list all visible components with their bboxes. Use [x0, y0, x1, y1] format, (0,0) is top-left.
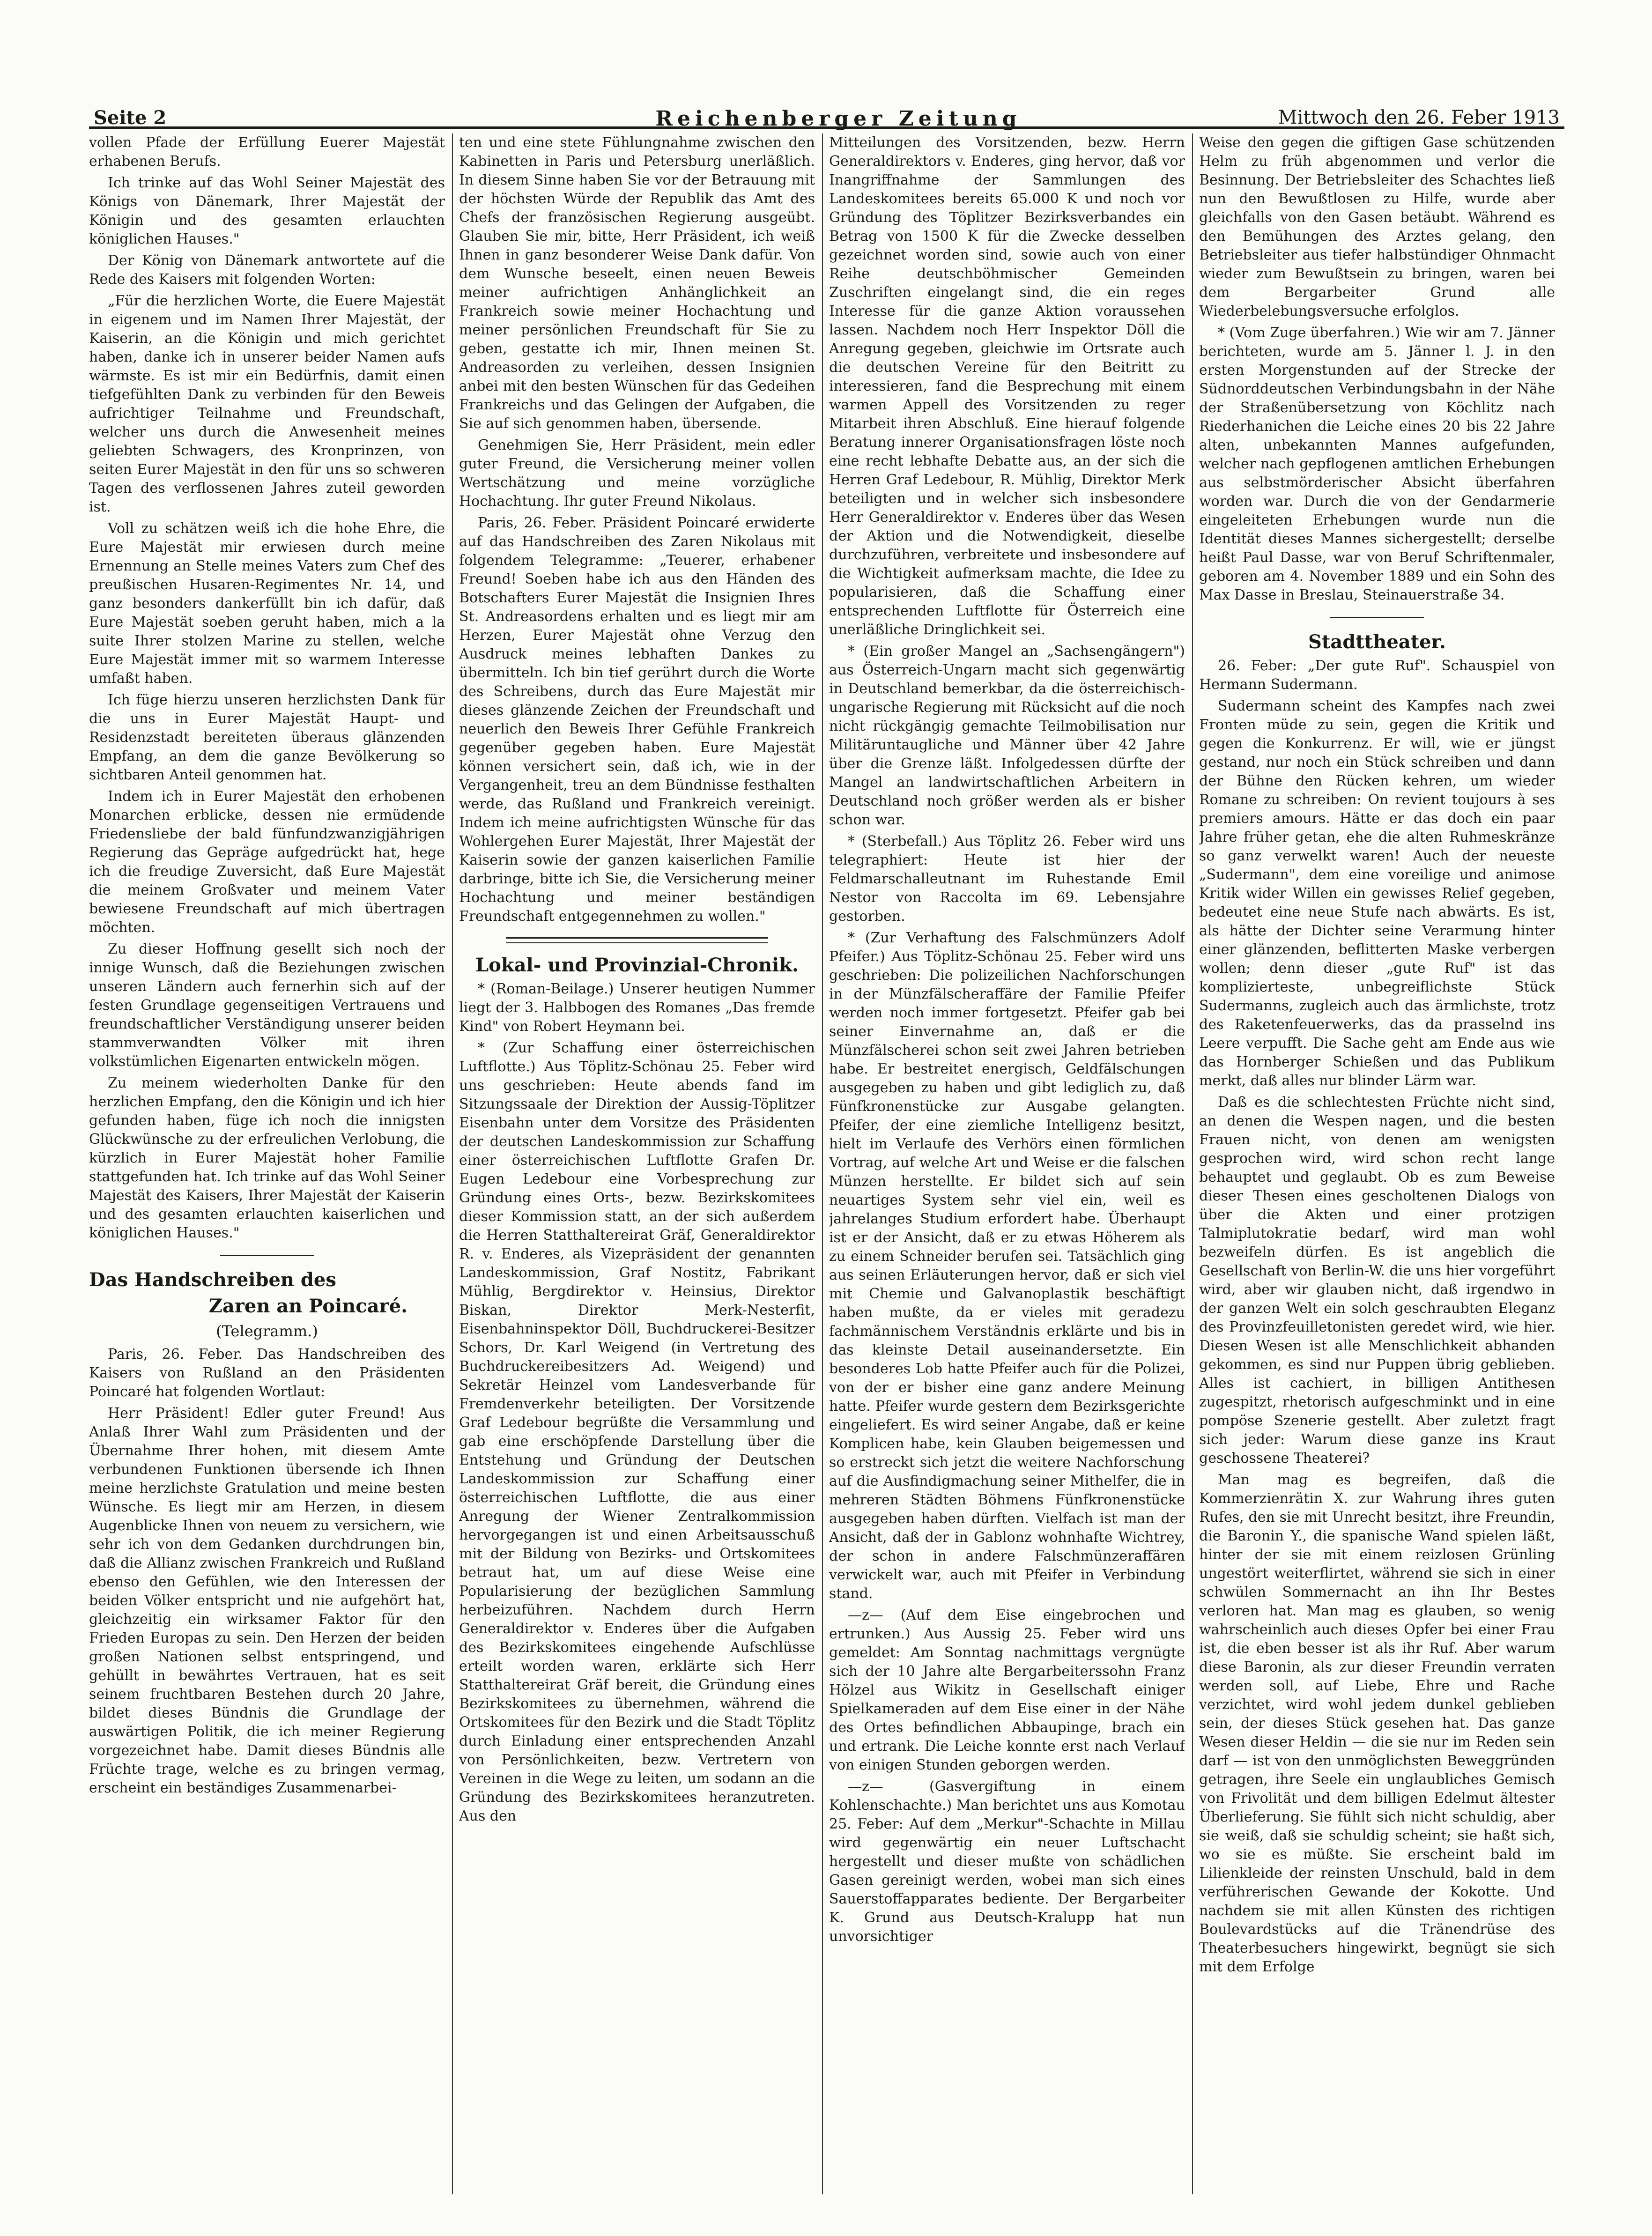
- column-4: [1199, 133, 1555, 2194]
- masthead: Reichenberger Zeitung: [655, 107, 1022, 131]
- paragraph: Man mag es begreifen, daß die Kommerzienrätin X. zur Wahrung ihres guten Rufes, den sie mit Unrecht besitzt, ihre Freundin, die Baronin Y., die spanische Wand spielen läßt, hinter der sie mit einem reizlosen Grünling ungestört weiterflirtet, während sie sich in einer schwülen Sommernacht an ihn Ihr Bestes verloren hat. Man mag es glauben, so wenig wahrscheinlich auch dieses Opfer bei einer Frau ist, die eben besser ist als ihr Ruf. Aber warum diese Baronin, als zur dieser Freundin verraten werden soll, auf Liebe, Ehre und Rache verzichtet, wird wohl jedem dunkel geblieben sein, der dieses Stück gesehen hat. Das ganze Wesen dieser Heldin — die sie nur im Reden sein darf — ist von den unmöglichsten Beweggründen getragen, ihre Seele ein unglaubliches Gemisch von Frivolität und dem billigen Edelmut ältester Überlieferung. Sie fühlt sich nicht schuldig, aber sie weiß, daß sie schuldig scheint; sie haßt sich, wo sie es müßte. Sie erscheint bald im Lilienkleide der reinsten Unschuld, bald in dem verführerischen Gewande der Kokotte. Und nachdem sie mit allen Künsten des richtigen Boulevardstücks auf die Tränendrüse des Theaterbesuchers hingewirkt, begnügt sie sich mit dem Erfolge: [1199, 1472, 1555, 1975]
- paragraph: * (Zur Schaffung einer österreichischen Luftflotte.) Aus Töplitz-Schönau 25. Feber wird uns geschrieben: Heute abends fand im Sitzungssaale der Direktion der Aussig-Töplitzer Eisenbahn unter dem Vorsitze des Präsidenten der deutschen Landeskommission zur Schaffung einer österreichischen Luftflotte Grafen Dr. Eugen Ledebour eine Vorbesprechung zur Gründung eines Orts-, bezw. Bezirkskomitees dieser Kommission statt, an der sich außerdem die Herren Statthaltereirat Gräf, Generaldirektor R. v. Enderes, als Vizepräsident der genannten Landeskommission, Graf Nostitz, Fabrikant Mühlig, Bergdirektor v. Heinsius, Direktor Biskan, Direktor Merk-Nesterfit, Eisenbahninspektor Döll, Buchdruckerei-Besitzer Schors, Dr. Karl Weigend (in Vertretung des Buchdruckereibesitzers Ad. Weigend) und Sekretär Heinzel vom Landesverbande für Fremdenverkehr beteiligten. Der Vorsitzende Graf Ledebour begrüßte die Versammlung und gab eine erschöpfende Darstellung über die Entstehung und Gründung der Deutschen Landeskommission zur Schaffung einer österreichischen Luftflotte, die aus einer Anregung der Wiener Zentralkommission hervorgegangen ist und einen Arbeitsausschuß mit der Bildung von Bezirks- und Ortskomitees betraut hat, um auf diese Weise eine Popularisierung der bezüglichen Sammlung herbeizuführen. Nachdem durch Herrn Generaldirektor v. Enderes über die Aufgaben des Bezirkskomitees eingehende Aufschlüsse erteilt worden waren, erklärte sich Herr Statthaltereirat Gräf bereit, die Gründung eines Bezirkskomitees zu übernehmen, während die Ortskomitees für den Bezirk und die Stadt Töplitz durch Einladung einer entsprechenden Anzahl von Persönlichkeiten, bezw. Vertretern von Vereinen in die Wege zu leiten, um sodann an die Gründung des Bezirkskomitees heranzutreten. Aus den: [459, 1040, 815, 1824]
- paragraph: Zu meinem wiederholten Danke für den herzlichen Empfang, den die Königin und ich hier gefunden haben, füge ich noch die innigsten Glückwünsche zu der erfreulichen Verlobung, die kürzlich in Eurer Majestät hoher Familie stattgefunden hat. Ich trinke auf das Wohl Seiner Majestät des Kaisers, Ihrer Majestät der Kaiserin und des gesamten erlauchten kaiserlichen und königlichen Hauses.": [89, 1075, 445, 1241]
- section-separator: [220, 1255, 314, 1256]
- newspaper-page: [89, 70, 1564, 2206]
- paragraph: Zu dieser Hoffnung gesellt sich noch der innige Wunsch, daß die Beziehungen zwischen unseren Ländern auch fernerhin sich auf der festen Grundlage gegenseitigen Vertrauens und freundschaftlicher Verständigung unserer beiden stammverwandten Völker mit ihren volkstümlichen Eigenarten entwickeln mögen.: [89, 941, 445, 1070]
- paragraph: Paris, 26. Feber. Das Handschreiben des Kaisers von Rußland an den Präsidenten Poincaré hat folgenden Wortlaut:: [89, 1346, 445, 1400]
- paragraph: Sudermann scheint des Kampfes nach zwei Fronten müde zu sein, gegen die Kritik und gegen die Konkurrenz. Er will, wie er jüngst gestand, nur noch ein Stück schreiben und dann der Bühne den Rücken kehren, um wieder Romane zu schreiben: On revient toujours à ses premiers amours. Hätte er das doch ein paar Jahre früher getan, ehe die alten Ruhmeskränze so ganz verwelkt waren! Auch der neueste „Sudermann", dem eine voreilige und animose Kritik wider Willen ein gewisses Relief gegeben, bedeutet eine neue Stufe nach abwärts. Es ist, als hätte der Dichter seine Verarmung hinter einer glänzenden, beflitterten Maske verbergen wollen; denn dieser „gute Ruf" ist das komplizierteste, unbegreiflichste Stück Sudermanns, zugleich auch das ärmlichste, trotz des Raketenfeuerwerks, das da prasselnd ins Leere verpufft. Die Sache geht am Ende aus wie das Hornberger Schießen und das Publikum merkt, daß alles nur blinder Lärm war.: [1199, 698, 1555, 1089]
- paragraph: Herr Präsident! Edler guter Freund! Aus Anlaß Ihrer Wahl zum Präsidenten und der Übernahme Ihrer hohen, mit diesem Amte verbundenen Funktionen übersende ich Ihnen meine herzlichste Gratulation und meine besten Wünsche. Es liegt mir am Herzen, in diesem Augenblicke Ihnen von neuem zu versichern, wie sehr ich von dem Gedanken durchdrungen bin, daß die Allianz zwischen Frankreich und Rußland ebenso den Gefühlen, wie den Interessen der beiden Völker entspricht und nie aufgehört hat, gleichzeitig ein wirksamer Faktor für den Frieden Europas zu sein. Den Herzen der beiden großen Nationen selbst entspringend, und gehüllt in bewährtes Vertrauen, hat es seit seinem fruchtbaren Bestehen durch 20 Jahre, bildet dieses Bündnis die Grundlage der auswärtigen Politik, die ich meiner Regierung vorgezeichnet habe. Damit dieses Bündnis alle Früchte trage, welche es zu bringen vermag, erscheint ein beständiges Zusammenarbei-: [89, 1405, 445, 1796]
- section-separator: [506, 942, 768, 943]
- section-heading: Stadttheater.: [1308, 631, 1446, 653]
- issue-date: Mittwoch den 26. Feber 1913: [1278, 107, 1560, 128]
- section-separator: [1330, 617, 1424, 618]
- section-separator: [506, 937, 768, 939]
- paragraph: 26. Feber: „Der gute Ruf". Schauspiel von Hermann Sudermann.: [1199, 658, 1555, 693]
- paragraph: Ich trinke auf das Wohl Seiner Majestät des Königs von Dänemark, Ihrer Majestät der Königin und des gesamten erlauchten königlichen Hauses.": [89, 175, 445, 247]
- paragraph: * (Roman-Beilage.) Unserer heutigen Nummer liegt der 3. Halbbogen des Romanes „Das fremde Kind" von Robert Heymann bei.: [459, 981, 815, 1035]
- paragraph: Weise den gegen die giftigen Gase schützenden Helm zu früh abgenommen und verlor die Besinnung. Der Betriebsleiter des Schachtes ließ nun den Bewußtlosen zu Hilfe, wurde aber gleichfalls von den Gasen betäubt. Während es den Bemühungen des Arztes gelang, den Betriebsleiter aus tiefer halbstündiger Ohnmacht wieder zum Bewußtsein zu bringen, waren bei dem Bergarbeiter Grund alle Wiederbelebungsversuche erfolglos.: [1199, 134, 1555, 319]
- paragraph: * (Vom Zuge überfahren.) Wie wir am 7. Jänner berichteten, wurde am 5. Jänner l. J. in den ersten Morgenstunden auf der Strecke der Südnorddeutschen Verbindungsbahn in der Nähe der Straßenübersetzung von Köchlitz nach Riederhanichen die Leiche eines 20 bis 22 Jahre alten, unbekannten Mannes aufgefunden, welcher nach gepflogenen amtlichen Erhebungen aus selbstmörderischer Absicht überfahren worden war. Durch die von der Gendarmerie eingeleiteten Erhebungen wurde nun die Identität dieses Mannes sichergestellt; derselbe heißt Paul Dasse, war von Beruf Schriftenmaler, geboren am 4. November 1889 und ein Sohn des Max Dasse in Breslau, Steinauerstraße 34.: [1199, 325, 1555, 603]
- paragraph: Ich füge hierzu unseren herzlichsten Dank für die uns in Eurer Majestät Haupt- und Residenzstadt bereiteten überaus glänzenden Empfang, an dem die ganze Bevölkerung so sichtbaren Anteil genommen hat.: [89, 692, 445, 783]
- paragraph: „Für die herzlichen Worte, die Euere Majestät in eigenem und im Namen Ihrer Majestät, der Kaiserin, an die Königin und mich gerichtet haben, danke ich in unserer beider Namen aufs wärmste. Es ist mir ein Bedürfnis, damit einen tiefgefühlten Dank zu verbinden für den Beweis aufrichtiger Teilnahme und Freundschaft, welcher uns durch die Anwesenheit meines geliebten Schwagers, des Kronprinzen, von seiten Eurer Majestät in den für uns so schweren Tagen des verflossenen Jahres zuteil geworden ist.: [89, 293, 445, 515]
- column-3: [829, 133, 1185, 2194]
- article-caption: (Telegramm.): [216, 1322, 318, 1340]
- paragraph: Genehmigen Sie, Herr Präsident, mein edler guter Freund, die Versicherung meiner vollen Wertschätzung und meine vorzügliche Hochachtung. Ihr guter Freund Nikolaus.: [459, 437, 815, 510]
- paragraph: Mitteilungen des Vorsitzenden, bezw. Herrn Generaldirektors v. Enderes, ging hervor, daß vor Inangriffnahme der Sammlungen des Landeskomitees bereits 65.000 K und noch vor Gründung des Töplitzer Bezirksverbandes ein Betrag von 1500 K für die Zwecke desselben gezeichnet worden sind, sowie auch von einer Reihe deutschböhmischer Gemeinden Zuschriften eingelangt sind, die ein reges Interesse für die ganze Aktion voraussehen lassen. Nachdem noch Herr Inspektor Döll die Anregung gegeben, gleichwie im Ortsrate auch die deutschen Vereine für den Beitritt zu interessieren, fand die Besprechung mit einem warmen Appell des Vorsitzenden zu reger Mitarbeit ihren Abschluß. Eine hierauf folgende Beratung innerer Organisationsfragen löste noch eine recht lebhafte Debatte aus, an der sich die Herren Graf Ledebour, R. Mühlig, Direktor Merk beteiligten und in welcher sich insbesondere Herr Generaldirektor v. Enderes über das Wesen der Aktion und die Notwendigkeit, dieselbe durchzuführen, verbreitete und insbesondere auf die Wichtigkeit aufmerksam machte, die Idee zu popularisieren, daß die Schaffung einer entsprechenden Luftflotte für Österreich eine unerläßliche Dringlichkeit sei.: [829, 134, 1185, 638]
- column-1: [89, 133, 445, 2194]
- paragraph: —z— (Auf dem Eise eingebrochen und ertrunken.) Aus Aussig 25. Feber wird uns gemeldet: Am Sonntag nachmittags vergnügte sich der 10 Jahre alte Bergarbeiterssohn Franz Hölzel aus Wikitz in Gesellschaft einiger Spielkameraden auf dem Eise einer in der Nähe des Ortes befindlichen Abbaupinge, brach ein und ertrank. Die Leiche konnte erst nach Verlauf von einigen Stunden geborgen werden.: [829, 1607, 1185, 1773]
- paragraph: vollen Pfade der Erfüllung Euerer Majestät erhabenen Berufs.: [89, 134, 445, 170]
- column-rule: [452, 133, 453, 2194]
- paragraph: Paris, 26. Feber. Präsident Poincaré erwiderte auf das Handschreiben des Zaren Nikolaus mit folgendem Telegramme: „Teuerer, erhabener Freund! Soeben habe ich aus den Händen des Botschafters Eurer Majestät die Insignien Ihres St. Andreasordens erhalten und es liegt mir am Herzen, Eurer Majestät ohne Verzug den Ausdruck meines lebhaften Dankes zu übermitteln. Ich bin tief gerührt durch die Worte des Schreibens, durch das Eure Majestät mir dieses glänzende Zeichen der Freundschaft und neuerlich den Beweis Ihrer Gefühle Frankreich gegenüber gegeben haben. Eure Majestät können versichert sein, daß ich, wie in der Vergangenheit, treu an dem Bündnisse festhalten werde, das Rußland und Frankreich vereinigt. Indem ich meine aufrichtigsten Wünsche für das Wohlergehen Eurer Majestät, Ihrer Majestät der Kaiserin sowie der ganzen kaiserlichen Familie darbringe, bitte ich Sie, die Versicherung meiner Hochachtung und meiner beständigen Freundschaft entgegennehmen zu wollen.": [459, 515, 815, 925]
- paragraph: * (Sterbefall.) Aus Töplitz 26. Feber wird uns telegraphiert: Heute ist hier der Feldmarschalleutnant im Ruhestande Emil Nestor von Raccolta im 69. Lebensjahre gestorben.: [829, 833, 1185, 925]
- section-heading: Lokal- und Provinzial-Chronik.: [475, 954, 799, 976]
- paragraph: Indem ich in Eurer Majestät den erhobenen Monarchen erblicke, dessen nie ermüdende Friedensliebe der bald fünfundzwanzigjährigen Regierung das Gepräge aufgedrückt hat, hege ich die freudige Zuversicht, daß Eure Majestät die meinem Großvater und meinem Vater bewiesene Freundschaft auf mich übertragen möchten.: [89, 788, 445, 936]
- paragraph: * (Ein großer Mangel an „Sachsengängern") aus Österreich-Ungarn macht sich gegenwärtig in Deutschland bemerkbar, da die österreichisch-ungarische Regierung mit Rücksicht auf die noch nicht rückgängig gemachte Teilmobilisation nur Militäruntaugliche und Männer über 42 Jahre über die Grenze läßt. Infolgedessen dürfte der Mangel an landwirtschaftlichen Arbeitern in Deutschland noch größer werden als er bisher schon war.: [829, 643, 1185, 828]
- paragraph: ten und eine stete Fühlungnahme zwischen den Kabinetten in Paris und Petersburg unerläßlich. In diesem Sinne haben Sie vor der Betrauung mit der höchsten Würde der Republik das Amt des Chefs der französischen Regierung ausgeübt. Glauben Sie mir, bitte, Herr Präsident, ich weiß Ihnen in ganz besonderer Weise Dank dafür. Von dem Wunsche beseelt, einen neuen Beweis meiner aufrichtigen Anhänglichkeit an Frankreich sowie meiner Hochachtung und meiner persönlichen Freundschaft für Sie zu geben, gestatte ich mir, Ihnen meinen St. Andreasorden zu verleihen, dessen Insignien anbei mit den besten Wünschen für das Gedeihen Frankreichs und das Gelingen der Aufgaben, die Sie auf sich genommen haben, übersende.: [459, 134, 815, 432]
- paragraph: Der König von Dänemark antwortete auf die Rede des Kaisers mit folgenden Worten:: [89, 252, 445, 288]
- column-rule: [822, 133, 823, 2194]
- paragraph: —z— (Gasvergiftung in einem Kohlenschachte.) Man berichtet uns aus Komotau 25. Feber: Auf dem „Merkur"-Schachte in Millau wird gegenwärtig ein neuer Luftschacht hergestellt und dieser mußte von schädlichen Gasen gereinigt werden, wobei man sich eines Sauerstoffapparates bediente. Der Bergarbeiter K. Grund aus Deutsch-Kralupp hat nun unvorsichtiger: [829, 1778, 1185, 1945]
- paragraph: Voll zu schätzen weiß ich die hohe Ehre, die Eure Majestät mir erwiesen durch meine Ernennung an Stelle meines Vaters zum Chef des preußischen Husaren-Regimentes Nr. 14, und ganz besonders dankerfüllt bin ich dafür, daß Eure Majestät soeben geruht haben, mich a la suite Ihrer stolzen Marine zu stellen, welche Eure Majestät immer mit so warmem Interesse umfaßt haben.: [89, 520, 445, 687]
- article-heading: Zaren an Poincaré.: [208, 1295, 407, 1317]
- paragraph: Daß es die schlechtesten Früchte nicht sind, an denen die Wespen nagen, und die besten Frauen nicht, von denen am wenigsten gesprochen wird, wird schon recht lange behauptet und geglaubt. Ob es zum Beweise dieser Thesen eines gescholtenen Dialogs von über die Akten und einer protzigen Talmiplutokratie bedarf, wird man wohl bezweifeln dürfen. Es ist angeblich die Gesellschaft von Berlin-W. die uns hier vorgeführt wird, aber wir glauben nicht, daß irgendwo in der ganzen Welt ein solch geschraubten Eleganz des Provinzfeuilletonisten geredet wird, wie hier. Diesen Wesen ist alle Menschlichkeit abhanden gekommen, es sind nur Puppen übrig geblieben. Alles ist cachiert, in billigen Antithesen zugespitzt, rhetorisch aufgeschminkt und in eine pompöse Szenerie gestellt. Aber zuletzt fragt sich jeder: Warum diese ganze ins Kraut geschossene Theaterei?: [1199, 1094, 1555, 1466]
- column-rule: [1192, 133, 1193, 2194]
- page-header: [89, 70, 1564, 129]
- paragraph: * (Zur Verhaftung des Falschmünzers Adolf Pfeifer.) Aus Töplitz-Schönau 25. Feber wird uns geschrieben: Die polizeilichen Nachforschungen in der Münzfälscheraffäre der Familie Pfeifer werden noch immer fortgesetzt. Pfeifer gab bei seiner Einvernahme an, daß er die Münzfälscherei schon seit zwei Jahren betrieben habe. Er bestreitet energisch, Geldfälschungen ausgegeben zu haben und gibt lediglich zu, daß Fünfkronenstücke zur Ausgabe gelangten. Pfeifer, der eine ziemliche Intelligenz besitzt, hielt im Verlaufe des Verhörs einen förmlichen Vortrag, auf welche Art und Weise er die falschen Münzen herstellte. Er bildet sich auf sein neuartiges System sehr viel ein, weil es jahrelanges Studium erfordert habe. Überhaupt ist er der Ansicht, daß er zu etwas Höherem als zu einem Schneider berufen sei. Tatsächlich ging aus seinen Erläuterungen hervor, daß er sich viel mit Chemie und Galvanoplastik beschäftigt haben mußte, da er vieles mit geradezu fachmännischem Verständnis erklärte und bis in das kleinste Detail auseinandersetzte. Ein besonderes Lob hatte Pfeifer auch für die Polizei, von der er bisher eine ganz andere Meinung hatte. Pfeifer wurde gestern dem Bezirksgerichte eingeliefert. Es wird seiner Angabe, daß er keine Komplicen habe, kein Glauben beigemessen und so erstreckt sich jetzt die weitere Nachforschung auf die Ausfindigmachung seiner Mithelfer, die in mehreren Städten Böhmens Fünfkronenstücke ausgegeben haben dürften. Vielfach ist man der Ansicht, daß der in Gablonz wohnhafte Wichtrey, der schon in andere Falschmünzeraffären verwickelt war, auch mit Pfeifer in Verbindung stand.: [829, 930, 1185, 1602]
- article-heading: Das Handschreiben des: [89, 1269, 336, 1291]
- page-number: Seite 2: [94, 107, 167, 129]
- column-2: [459, 133, 815, 2194]
